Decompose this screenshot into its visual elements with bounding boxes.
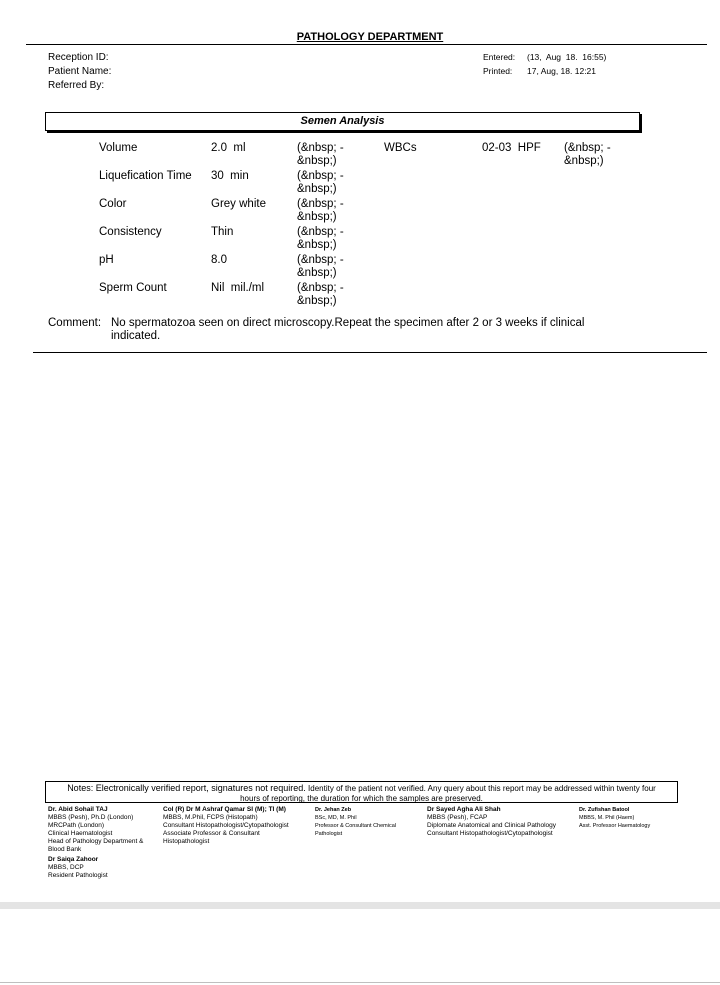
printed-label: Printed:	[483, 66, 513, 76]
result-reference: (&nbsp; - &nbsp;)	[297, 198, 344, 223]
result-row-sperm-count	[0, 282, 720, 310]
result-row-liquefication	[0, 170, 720, 198]
result-value: 2.0 ml	[211, 142, 246, 154]
signatory: Col (R) Dr M Ashraf Qamar SI (M); TI (M) MBBS, M.Phil, FCPS (Histopath) Consultant Histopathologist/Cytopathologist Associate Professor & Consultant Histopathologist	[163, 806, 289, 845]
result-reference: (&nbsp; - &nbsp;)	[297, 170, 344, 195]
section-title: Semen Analysis	[45, 112, 640, 131]
entered-label: Entered:	[483, 52, 516, 62]
result-label: Color	[99, 198, 127, 210]
result-row-consistency	[0, 226, 720, 254]
page-title: PATHOLOGY DEPARTMENT	[296, 31, 444, 43]
result-label: WBCs	[384, 142, 417, 154]
result-value: Grey white	[211, 198, 266, 210]
signatory: Dr. Zufishan Batool MBBS, M. Phil (Haem) Asst. Professor Haematology	[579, 807, 651, 829]
bottom-divider	[0, 982, 720, 983]
result-value: 8.0	[211, 254, 227, 266]
result-reference: (&nbsp; - &nbsp;)	[297, 282, 344, 307]
header-rule	[26, 44, 707, 45]
result-label: Liquefication Time	[99, 170, 192, 182]
page-footer-bar	[0, 902, 720, 909]
result-value: Nil mil./ml	[211, 282, 265, 294]
result-row-color	[0, 198, 720, 226]
result-label: Volume	[99, 142, 138, 154]
result-value: Thin	[211, 226, 234, 238]
comment-label: Comment:	[48, 317, 102, 329]
comment-text-line1: No spermatozoa seen on direct microscopy.Repeat the specimen after 2 or 3 weeks if clinical	[111, 317, 585, 329]
notes-box	[45, 781, 678, 803]
entered-value: (13, Aug 18. 16:55)	[527, 52, 607, 62]
result-reference: (&nbsp; - &nbsp;)	[564, 142, 611, 167]
result-value: 02-03 HPF	[482, 142, 541, 154]
signatory: Dr Sayed Agha Ali Shah MBBS (Pesh), FCAP Diplomate Anatomical and Clinical Pathology Consultant Histopathologist/Cytopathologist	[427, 806, 556, 837]
comment-text-line2: indicated.	[111, 330, 161, 342]
result-reference: (&nbsp; - &nbsp;)	[297, 226, 344, 251]
signatory: Dr Saiqa Zahoor MBBS, DCP Resident Pathologist	[48, 856, 108, 879]
patient-name-label: Patient Name:	[48, 66, 112, 77]
signatory: Dr. Abid Sohail TAJ MBBS (Pesh), Ph.D (London) MRCPath (London) Clinical Haematologist Head of Pathology Department & Blood Bank	[48, 806, 144, 853]
signatory: Dr. Jehan Zeb BSc, MD, M. Phil Professor & Consultant Chemical Pathologist	[315, 807, 397, 837]
notes-line1: Notes: Electronically verified report, signatures not required. Identity of the patient not verified. Any query about this report may be addressed within twenty four	[67, 783, 656, 793]
printed-value: 17, Aug, 18. 12:21	[527, 66, 597, 76]
result-reference: (&nbsp; - &nbsp;)	[297, 142, 344, 167]
result-label: pH	[99, 254, 114, 266]
result-reference: (&nbsp; - &nbsp;)	[297, 254, 344, 279]
result-value: 30 min	[211, 170, 249, 182]
reception-id-label: Reception ID:	[48, 52, 109, 63]
result-row-ph	[0, 254, 720, 282]
notes-line2: hours of reporting, the duration for which the samples are preserved.	[240, 794, 483, 803]
result-label: Sperm Count	[99, 282, 167, 294]
result-row-volume	[0, 142, 720, 170]
result-label: Consistency	[99, 226, 162, 238]
referred-by-label: Referred By:	[48, 80, 105, 91]
comment-rule	[33, 352, 707, 353]
